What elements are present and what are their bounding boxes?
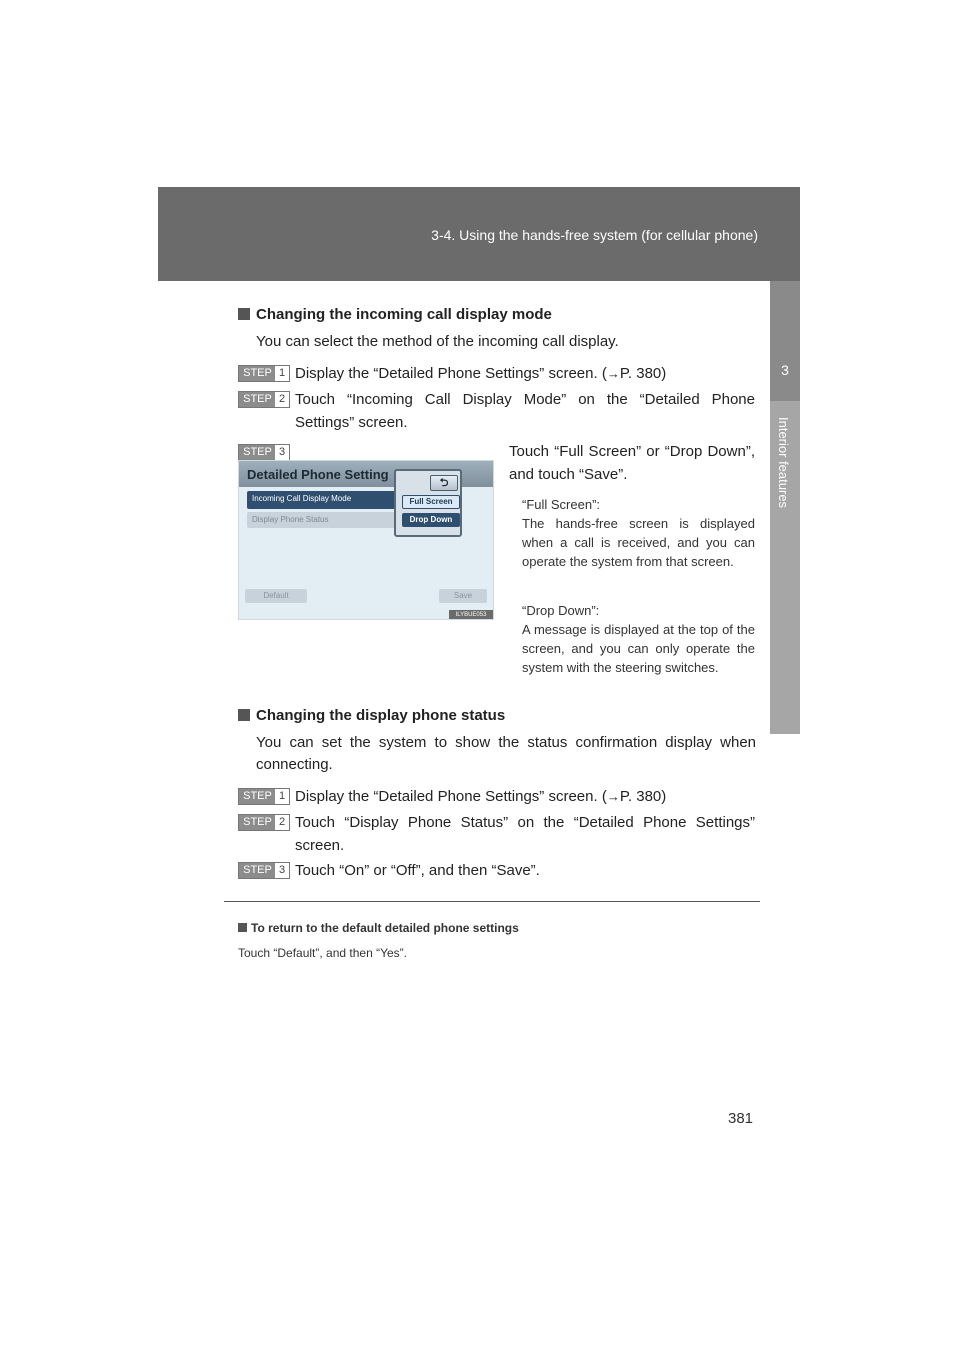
section1-heading [238,306,552,323]
row-label: Incoming Call Display Mode [252,494,352,503]
display-phone-status-row [247,512,395,528]
step-badge-number: 3 [275,863,289,878]
incoming-call-display-mode-row [247,491,395,509]
full-screen-note [522,495,755,571]
note-text: A message is displayed at the top of the screen, and you can only operate the system with the steering switches. [522,622,755,675]
section2-step1-text [295,785,755,808]
note-title: “Drop Down”: [522,603,600,618]
back-icon: ⮌ [430,475,458,491]
chapter-number: 3 [781,362,789,378]
illustration-code: ILYBUE053 [449,610,493,620]
step-badge-number: 1 [275,789,289,804]
step-badge-word: STEP [243,393,272,405]
heading-bullet-icon [238,308,250,320]
section2-step3-text: Touch “On” or “Off”, and then “Save”. [295,862,540,879]
detailed-phone-settings-screenshot [238,460,494,620]
arrow-right-icon: → [606,366,620,381]
step-text-before: Display the “Detailed Phone Settings” screen. ( [295,365,607,382]
step-badge-word: STEP [243,367,272,379]
chapter-label: Interior features [776,417,791,509]
display-mode-popup [394,469,462,537]
section2-step2-text: Touch “Display Phone Status” on the “Detailed Phone Settings” screen. [295,814,755,854]
divider [224,901,760,902]
step-text-after: P. 380) [619,788,667,805]
step-badge-2 [238,814,290,831]
note-title: “Full Screen”: [522,497,601,512]
note-text: The hands-free screen is displayed when a call is received, and you can operate the system from that screen. [522,516,755,569]
section2-intro: You can set the system to show the status confirmation display when connecting. [256,734,756,773]
step-badge-word: STEP [243,864,272,876]
screen-title: Detailed Phone Setting [247,467,389,482]
chapter-label-box [770,401,800,734]
full-screen-button: Full Screen [402,495,460,509]
section1-step3-text: Touch “Full Screen” or “Drop Down”, and touch “Save”. [509,443,755,483]
step-badge-number: 1 [275,366,289,381]
step-badge-3 [238,862,290,879]
section1-heading-text: Changing the incoming call display mode [256,306,552,323]
heading-bullet-icon [238,709,250,721]
step-text-after: P. 380) [619,365,667,382]
footer-note-heading [238,921,519,935]
page-number: 381 [728,1110,754,1127]
section-title: 3-4. Using the hands-free system (for cellular phone) [431,227,758,243]
step-badge-number: 3 [275,445,289,460]
step-badge-word: STEP [243,816,272,828]
default-button: Default [245,589,307,603]
arrow-right-icon: → [606,789,620,804]
section2-heading-text: Changing the display phone status [256,707,506,724]
section1-step1-text [295,362,755,385]
step-badge-word: STEP [243,790,272,802]
chapter-tab [770,281,800,734]
step-badge-word: STEP [243,446,272,458]
save-button: Save [439,589,487,603]
section1-intro: You can select the method of the incoming call display. [256,333,619,350]
step-text-before: Display the “Detailed Phone Settings” screen. ( [295,788,607,805]
footer-note-body: Touch “Default”, and then “Yes”. [238,946,407,960]
section1-step2-text: Touch “Incoming Call Display Mode” on the “Detailed Phone Settings” screen. [295,391,755,431]
step-badge-number: 2 [275,815,289,830]
row-label: Display Phone Status [252,515,329,524]
drop-down-button: Drop Down [402,513,460,527]
step-badge-2 [238,391,290,408]
footer-note-heading-text: To return to the default detailed phone settings [251,921,519,935]
step-badge-3 [238,444,290,461]
step-badge-1 [238,788,290,805]
step-badge-1 [238,365,290,382]
section2-heading [238,707,505,724]
step-badge-number: 2 [275,392,289,407]
drop-down-note [522,601,755,677]
section-header-band [158,187,800,281]
heading-bullet-icon [238,923,247,932]
